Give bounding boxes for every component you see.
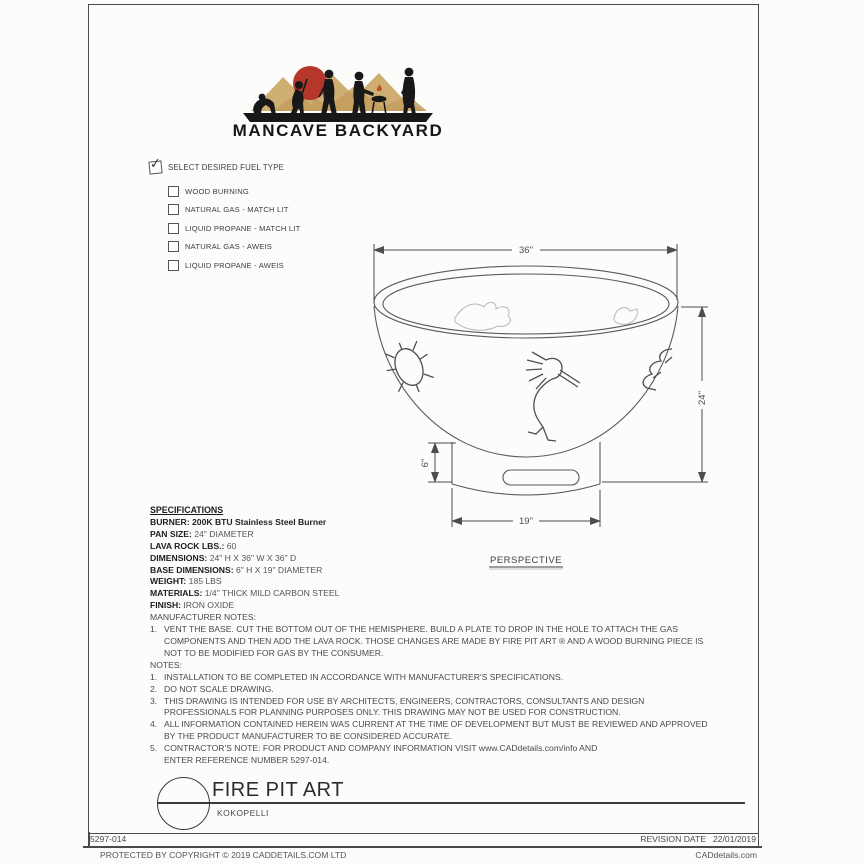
specifications-title: SPECIFICATIONS <box>150 505 224 515</box>
note-1: 1. INSTALLATION TO BE COMPLETED IN ACCORDANCE WITH MANUFACTURER'S SPECIFICATIONS. <box>150 671 564 682</box>
title-block-divider <box>157 802 745 804</box>
brand-wordmark: MANCAVE BACKYARD <box>232 121 444 140</box>
title-block-logo-circle <box>157 777 210 830</box>
checkbox-natural-gas-match-lit[interactable] <box>168 204 179 215</box>
spec-weight: WEIGHT: 185 LBS <box>150 576 222 587</box>
fuel-option-natural-gas-match-lit[interactable] <box>168 204 289 215</box>
note-3: 3. THIS DRAWING IS INTENDED FOR USE BY ARCHITECTS, ENGINEERS, CONTRACTORS, CONSULTANTS AND DESIGN PROFESSIONALS FOR PLANNING PURPOSES ONLY. THIS DRAWING MAY NOT BE USED FOR CONSTRUCTION. <box>150 695 645 718</box>
interior-cutout-shadows <box>455 302 637 330</box>
turtle-cutout <box>379 335 440 401</box>
base-slot <box>503 470 579 485</box>
fuel-option-label: NATURAL GAS - AWEIS <box>185 242 273 251</box>
fuel-option-liquid-propane-match-lit[interactable] <box>168 223 300 234</box>
notes-title: NOTES: <box>150 659 182 670</box>
fuel-type-header <box>148 154 285 174</box>
spec-burner: BURNER: 200K BTU Stainless Steel Burner <box>150 516 327 527</box>
checkbox-wood-burning[interactable] <box>168 186 179 197</box>
dimension-36 <box>374 242 677 300</box>
base-pedestal <box>452 442 600 495</box>
revision-date-label: REVISION DATE <box>640 834 706 844</box>
fuel-option-liquid-propane-aweis[interactable] <box>168 260 284 271</box>
revision-date <box>540 834 756 844</box>
website-label: CADdetails.com <box>695 850 757 860</box>
checkbox-select-fuel[interactable] <box>148 154 163 174</box>
spec-lava-rock: LAVA ROCK LBS.: 60 <box>150 540 237 551</box>
fuel-option-label: NATURAL GAS - MATCH LIT <box>185 205 289 214</box>
svg-text:19": 19" <box>519 516 533 527</box>
reference-number: 5297-014 <box>90 834 127 844</box>
footer-strip-right-edge <box>758 832 760 847</box>
note-4: 4. ALL INFORMATION CONTAINED HEREIN WAS CURRENT AT THE TIME OF DEVELOPMENT BUT MUST BE REVIEWED AND APPROVED BY THE PRODUCT MANUFACTURER TO BE CONSIDERED ACCURATE. <box>150 719 708 742</box>
checkmark-icon: ✓ <box>148 154 163 172</box>
spec-pan-size: PAN SIZE: 24" DIAMETER <box>150 528 254 539</box>
manufacturer-name: FIRE PIT ART <box>212 779 344 801</box>
kokopelli-cutout-right <box>643 349 672 390</box>
bowl-outline <box>374 266 678 457</box>
spec-materials: MATERIALS: 1/4" THICK MILD CARBON STEEL <box>150 588 340 599</box>
bowl-rim-outer <box>374 266 678 338</box>
spec-dimensions: DIMENSIONS: 24" H X 36" W X 36" D <box>150 552 297 563</box>
checkbox-liquid-propane-aweis[interactable] <box>168 260 179 271</box>
note-5: 5. CONTRACTOR'S NOTE: FOR PRODUCT AND COMPANY INFORMATION VISIT www.CADdetails.com/info AND ENTER REFERENCE NUMBER 5297-014. <box>150 743 598 766</box>
note-2: 2. DO NOT SCALE DRAWING. <box>150 683 274 694</box>
fuel-option-label: LIQUID PROPANE - AWEIS <box>185 260 284 270</box>
svg-text:24": 24" <box>697 391 708 405</box>
fuel-option-label: WOOD BURNING <box>185 187 249 196</box>
svg-text:PERSPECTIVE: PERSPECTIVE <box>489 555 563 566</box>
specifications-block <box>150 505 710 767</box>
footer-strip-bottom-line <box>83 846 762 848</box>
dimension-24 <box>602 307 709 482</box>
svg-text:6": 6" <box>420 458 431 468</box>
svg-text:36": 36" <box>519 245 533 256</box>
manufacturer-note-1: 1. VENT THE BASE. CUT THE BOTTOM OUT OF THE HEMISPHERE. BUILD A PLATE TO DROP IN THE HOLE TO ATTACH THE GAS COMPONENTS AND THEN ADD THE LAVA ROCK. THOSE CHANGES ARE MADE BY FIRE PIT ART ® AND A WOOD BURNING PIECE IS NOT TO BE MODIFIED FOR GAS BY THE CONSUMER. <box>150 624 704 658</box>
fuel-option-natural-gas-aweis[interactable] <box>168 241 272 252</box>
checkbox-natural-gas-aweis[interactable] <box>168 241 179 252</box>
bowl-rim-inner <box>383 274 669 334</box>
mountains-graphic <box>251 71 427 111</box>
spec-finish: FINISH: IRON OXIDE <box>150 600 235 611</box>
kokopelli-cutout <box>526 352 580 441</box>
manufacturer-notes-title: MANUFACTURER NOTES: <box>150 612 256 623</box>
fuel-option-wood-burning[interactable] <box>168 186 249 197</box>
fuel-option-label: LIQUID PROPANE - MATCH LIT <box>185 223 301 233</box>
dimension-6 <box>420 443 456 482</box>
spec-base-dimensions: BASE DIMENSIONS: 6" H X 19" DIAMETER <box>150 564 323 575</box>
copyright-notice: PROTECTED BY COPYRIGHT © 2019 CADDETAILS.COM LTD <box>100 850 347 860</box>
checkbox-liquid-propane-match-lit[interactable] <box>168 223 179 234</box>
revision-date-value: 22/01/2019 <box>712 834 756 844</box>
mancave-backyard-logo <box>233 47 443 125</box>
product-name: KOKOPELLI <box>217 808 269 818</box>
fuel-type-header-label: SELECT DESIRED FUEL TYPE <box>168 163 285 172</box>
